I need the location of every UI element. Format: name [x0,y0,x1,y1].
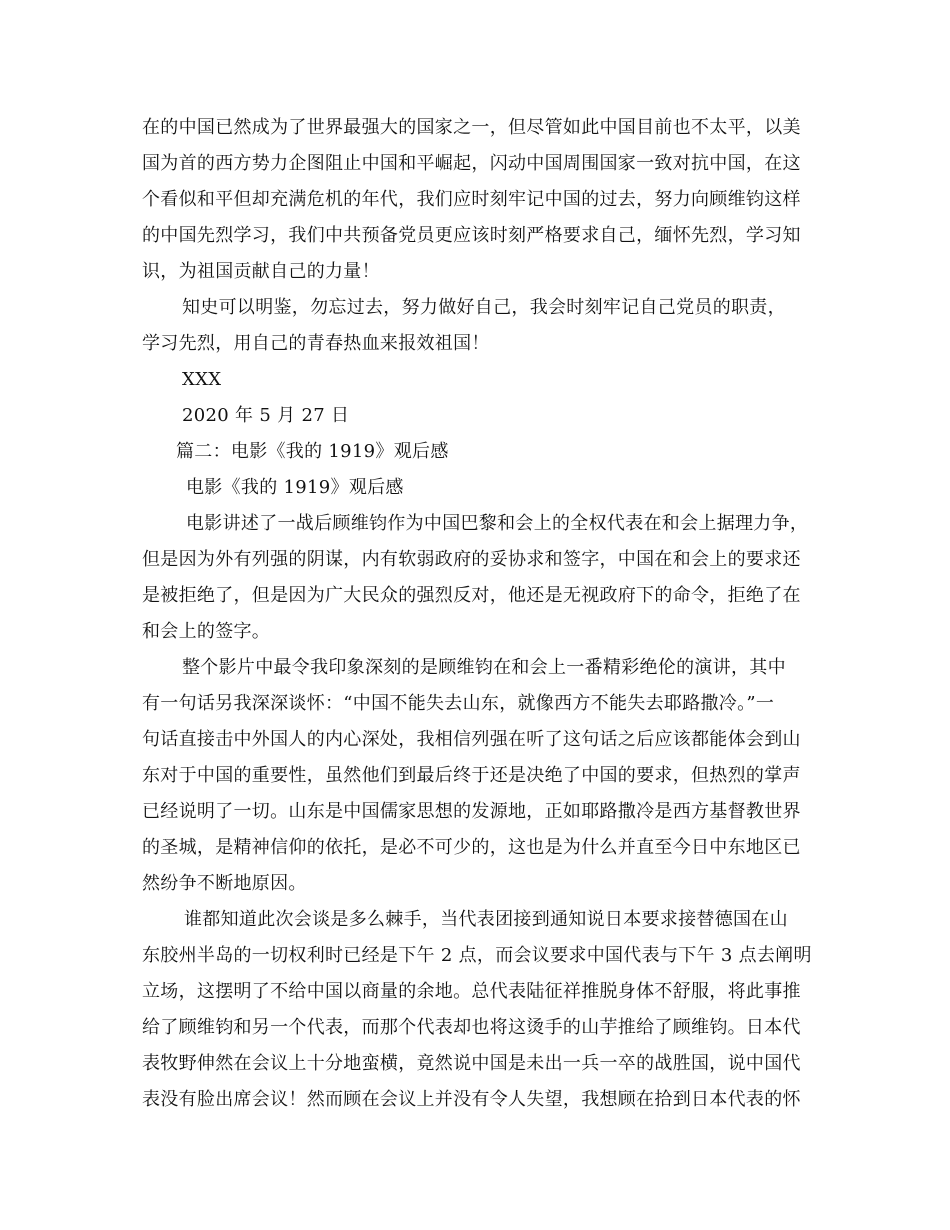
paragraph-line: 的中国先烈学习，我们中共预备党员更应该时刻严格要求自己，缅怀先烈，学习知 [142,225,801,246]
signature-date: 2020 年 5 月 27 日 [182,405,350,426]
paragraph-line: 句话直接击中外国人的内心深处，我相信列强在听了这句话之后应该都能体会到山 [142,729,801,750]
paragraph-line: 给了顾维钧和另一个代表，而那个代表却也将这烫手的山芋推给了顾维钧。日本代 [142,1017,801,1038]
article-title: 电影《我的 1919》观后感 [186,477,404,498]
paragraph-line: 整个影片中最令我印象深刻的是顾维钧在和会上一番精彩绝伦的演讲，其中 [182,657,786,678]
paragraph-line: 表牧野伸然在会议上十分地蛮横，竟然说中国是未出一兵一卒的战胜国，说中国代 [142,1053,801,1074]
document-body [142,110,814,1118]
paragraph-line: 是被拒绝了，但是因为广大民众的强烈反对，他还是无视政府下的命令，拒绝了在 [142,585,801,606]
paragraph-line: 有一句话另我深深谈怀：“中国不能失去山东，就像西方不能失去耶路撒冷。”一 [142,693,775,714]
paragraph-line: 谁都知道此次会谈是多么棘手，当代表团接到通知说日本要求接替德国在山 [184,909,788,930]
paragraph-line: 学习先烈，用自己的青春热血来报效祖国！ [142,333,490,354]
paragraph-line: 表没有脸出席会议！然而顾在会议上并没有令人失望，我想顾在拾到日本代表的怀 [142,1089,801,1110]
paragraph-line: 已经说明了一切。山东是中国儒家思想的发源地，正如耶路撒冷是西方基督教世界 [142,801,801,822]
paragraph-line: 在的中国已然成为了世界最强大的国家之一，但尽管如此中国目前也不太平，以美 [142,117,801,138]
paragraph-line: 立场，这摆明了不给中国以商量的余地。总代表陆征祥推脱身体不舒服，将此事推 [142,981,801,1002]
paragraph-line: 识，为祖国贡献自己的力量！ [142,261,380,282]
paragraph-line: 和会上的签字。 [142,621,271,642]
paragraph-line: 然纷争不断地原因。 [142,873,307,894]
paragraph-line: 个看似和平但却充满危机的年代，我们应时刻牢记中国的过去，努力向顾维钧这样 [142,189,801,210]
signature-name: XXX [182,369,222,390]
paragraph-line: 但是因为外有列强的阴谋，内有软弱政府的妥协求和签字，中国在和会上的要求还 [142,549,801,570]
paragraph-line: 东胶州半岛的一切权利时已经是下午 2 点，而会议要求中国代表与下午 3 点去阐明 [142,945,812,966]
paragraph-line: 国为首的西方势力企图阻止中国和平崛起，闪动中国周围国家一致对抗中国，在这 [142,153,801,174]
paragraph-line: 知史可以明鉴，勿忘过去，努力做好自己，我会时刻牢记自己党员的职责， [182,297,786,318]
paragraph-line: 的圣城，是精神信仰的依托，是必不可少的，这也是为什么并直至今日中东地区已 [142,837,801,858]
paragraph-line: 东对于中国的重要性，虽然他们到最后终于还是决绝了中国的要求，但热烈的掌声 [142,765,801,786]
section-heading: 篇二：电影《我的 1919》观后感 [176,441,449,462]
paragraph-line: 电影讲述了一战后顾维钧作为中国巴黎和会上的全权代表在和会上据理力争， [186,513,809,534]
